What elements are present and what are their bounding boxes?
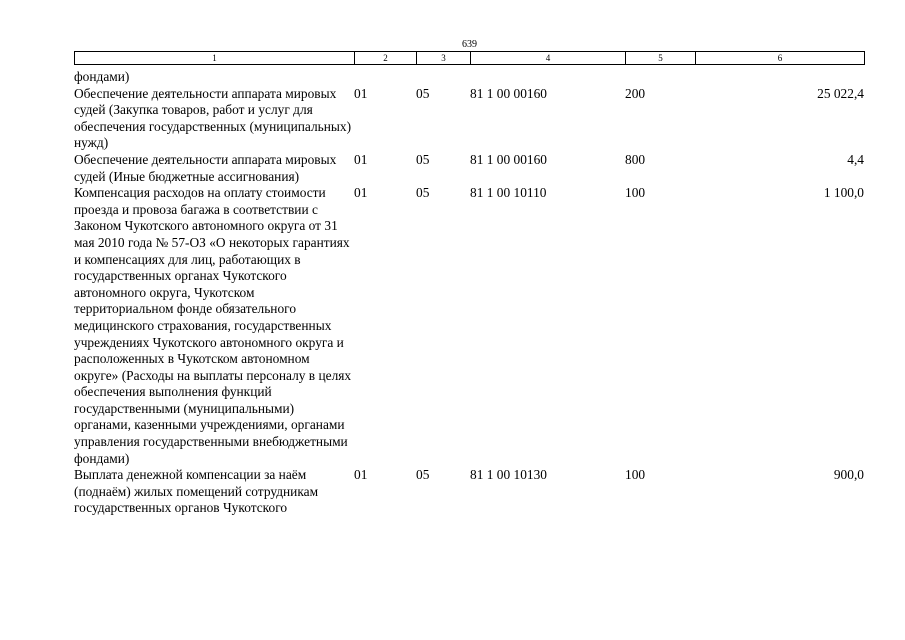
- row-amount: 900,0: [833, 467, 864, 483]
- row-name: фондами): [74, 69, 130, 84]
- row-expense-type: 200: [625, 85, 646, 101]
- row-amount: [695, 69, 864, 86]
- row-target-code: 81 1 00 00160: [470, 151, 547, 167]
- row-target-code: 81 1 00 10110: [470, 185, 547, 201]
- row-name: Обеспечение деятельности аппарата мировых судей (Иные бюджетные ассигнования): [74, 151, 337, 184]
- header-row: [75, 52, 865, 65]
- row-section: 01: [354, 467, 368, 483]
- row-name: Выплата денежной компенсации за наём (поднаём) жилых помещений сотрудникам государственных органов Чукотского: [74, 467, 319, 516]
- row-target-code: 81 1 00 10130: [470, 467, 547, 483]
- row-target-code: 81 1 00 00160: [470, 85, 547, 101]
- table-row: [74, 467, 864, 517]
- row-section: 01: [354, 185, 368, 201]
- row-subsection: [416, 69, 470, 86]
- table-row: [74, 86, 864, 152]
- row-subsection: 05: [416, 151, 430, 167]
- row-name: Компенсация расходов на оплату стоимости проезда и провоза багажа в соответствии с Законом Чукотского автономного округа от 31 мая 2010 года № 57-ОЗ «О некоторых гарантиях и компенсациях для лиц, работающих в государственных органах Чукотского автономного округа, Чукотском территориальном фонде обязательного медицинского страхования, государственных учреждениях Чукотского автономного округа и расположенных в Чукотском автономном округе» (Расходы на выплаты персоналу в целях обеспечения выполнения функций государственными (муниципальными) органами, казенными учреждениями, органами управления государственными внебюджетными фондами): [74, 185, 352, 466]
- table-row: [74, 69, 864, 86]
- row-section: 01: [354, 85, 368, 101]
- header-cell-1: 1: [75, 52, 355, 65]
- header-cell-4: 4: [471, 52, 626, 65]
- row-expense-type: 100: [625, 467, 646, 483]
- table-row: [74, 152, 864, 185]
- row-target-code: [470, 69, 625, 86]
- header-cell-3: 3: [417, 52, 471, 65]
- header-cell-6: 6: [696, 52, 865, 65]
- row-name: Обеспечение деятельности аппарата мировых судей (Закупка товаров, работ и услуг для обеспечения государственных (муниципальных) нужд): [74, 85, 352, 151]
- header-cell-2: 2: [355, 52, 417, 65]
- row-subsection: 05: [416, 85, 430, 101]
- row-amount: 1 100,0: [823, 185, 864, 201]
- table-row: [74, 185, 864, 467]
- row-section: 01: [354, 151, 368, 167]
- row-subsection: 05: [416, 467, 430, 483]
- row-expense-type: 800: [625, 151, 646, 167]
- row-expense-type: [625, 69, 695, 86]
- row-section: [354, 69, 416, 86]
- column-number-header: [74, 51, 865, 65]
- budget-table: [74, 69, 864, 517]
- row-amount: 25 022,4: [817, 85, 864, 101]
- row-subsection: 05: [416, 185, 430, 201]
- header-cell-5: 5: [626, 52, 696, 65]
- row-expense-type: 100: [625, 185, 646, 201]
- page-number: 639: [462, 39, 477, 50]
- row-amount: 4,4: [847, 151, 864, 167]
